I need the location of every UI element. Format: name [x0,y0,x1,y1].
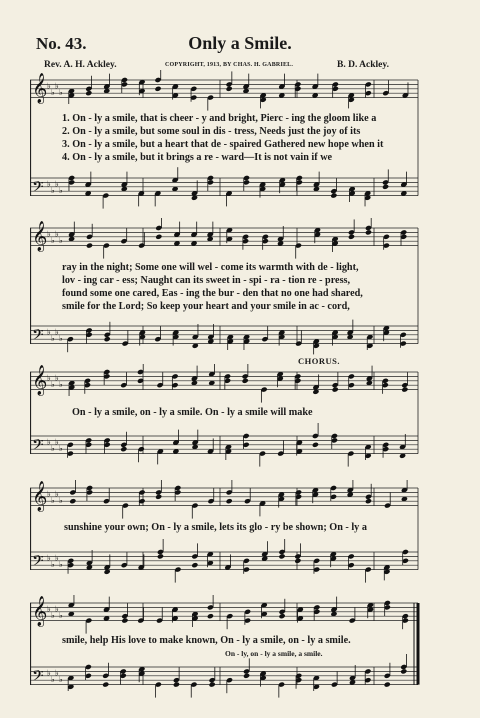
svg-text:♭: ♭ [47,489,51,499]
hymn-number: No. 43. [36,34,87,53]
svg-text:♭: ♭ [55,489,59,499]
svg-text:♭: ♭ [47,437,51,447]
chorus-line-1: On - ly a smile, on - ly a smile. On - ly a smile will make [72,407,313,418]
svg-text:♭: ♭ [59,560,63,570]
svg-text:♭: ♭ [55,179,59,189]
svg-text:♭: ♭ [59,88,63,98]
svg-text:♭: ♭ [59,611,63,621]
music-system-4 [30,480,420,590]
svg-text:♭: ♭ [51,675,55,685]
music-system-3 [30,364,420,474]
svg-text:𝄢: 𝄢 [32,326,44,348]
svg-text:𝄞: 𝄞 [32,365,48,396]
svg-text:♭: ♭ [51,380,55,390]
verse-3-line-2: found some one cared, Eas - ing the bur - den that no one had shared, [62,288,363,299]
svg-text:♭: ♭ [55,229,59,239]
svg-text:♭: ♭ [59,186,63,196]
svg-text:♭: ♭ [59,334,63,344]
svg-text:♭: ♭ [47,668,51,678]
svg-text:♭: ♭ [55,81,59,91]
verse-4-line-1: 4. On - ly a smile, but it brings a re - ward—It is not vain if we [62,152,333,163]
svg-text:𝄢: 𝄢 [32,436,44,458]
svg-text:♭: ♭ [59,675,63,685]
svg-text:♭: ♭ [55,553,59,563]
svg-text:♭: ♭ [59,444,63,454]
svg-text:♭: ♭ [47,327,51,337]
svg-text:♭: ♭ [51,444,55,454]
verse-2-line-1: 2. On - ly a smile, but some soul in dis - tress, Needs just the joy of its [62,126,361,137]
svg-text:𝄞: 𝄞 [32,221,48,252]
composer-credit: B. D. Ackley. [337,60,389,70]
svg-text:♭: ♭ [51,186,55,196]
svg-text:𝄢: 𝄢 [32,178,44,200]
svg-text:♭: ♭ [59,380,63,390]
svg-text:♭: ♭ [55,327,59,337]
svg-text:𝄞: 𝄞 [32,596,48,627]
svg-text:♭: ♭ [59,236,63,246]
verse-4-line-2: smile for the Lord; So keep your heart and your smile in ac - cord, [62,301,350,312]
svg-text:♭: ♭ [55,604,59,614]
chorus-line-3: smile, help His love to make known, On - ly a smile, on - ly a smile. [62,635,351,646]
svg-text:♭: ♭ [59,496,63,506]
svg-text:𝄞: 𝄞 [32,481,48,512]
verse-1-line-1: 1. On - ly a smile, that is cheer - y and bright, Pierc - ing the gloom like a [62,113,377,124]
svg-text:𝄢: 𝄢 [32,667,44,689]
svg-text:𝄞: 𝄞 [32,73,48,104]
svg-text:♭: ♭ [55,668,59,678]
verse-2-line-2: lov - ing car - ess; Naught can its sweet in - spi - ra - tion re - press, [62,275,351,286]
copyright-notice: COPYRIGHT, 1913, BY CHAS. H. GABRIEL. [165,62,294,68]
svg-text:♭: ♭ [47,179,51,189]
svg-text:♭: ♭ [51,88,55,98]
hymn-title: Only a Smile. [188,33,292,53]
verse-3-line-1: 3. On - ly a smile, but a heart that de - spaired Gathered new hope when it [62,139,384,150]
svg-text:𝄢: 𝄢 [32,552,44,574]
verse-1-line-2: ray in the night; Some one will wel - come its warmth with de - light, [62,262,359,273]
svg-text:♭: ♭ [47,81,51,91]
chorus-label: CHORUS. [298,356,340,366]
svg-text:♭: ♭ [47,229,51,239]
svg-text:♭: ♭ [51,611,55,621]
chorus-line-2: sunshine your own; On - ly a smile, lets its glo - ry be shown; On - ly a [64,522,367,533]
chorus-bass-echo: On - ly, on - ly a smile, a smile. [225,649,323,658]
svg-text:♭: ♭ [51,560,55,570]
svg-text:♭: ♭ [51,334,55,344]
svg-text:♭: ♭ [51,236,55,246]
svg-text:♭: ♭ [47,604,51,614]
svg-text:♭: ♭ [47,553,51,563]
svg-text:♭: ♭ [51,496,55,506]
svg-text:♭: ♭ [55,373,59,383]
svg-text:♭: ♭ [47,373,51,383]
svg-text:♭: ♭ [55,437,59,447]
author-credit: Rev. A. H. Ackley. [44,60,117,70]
